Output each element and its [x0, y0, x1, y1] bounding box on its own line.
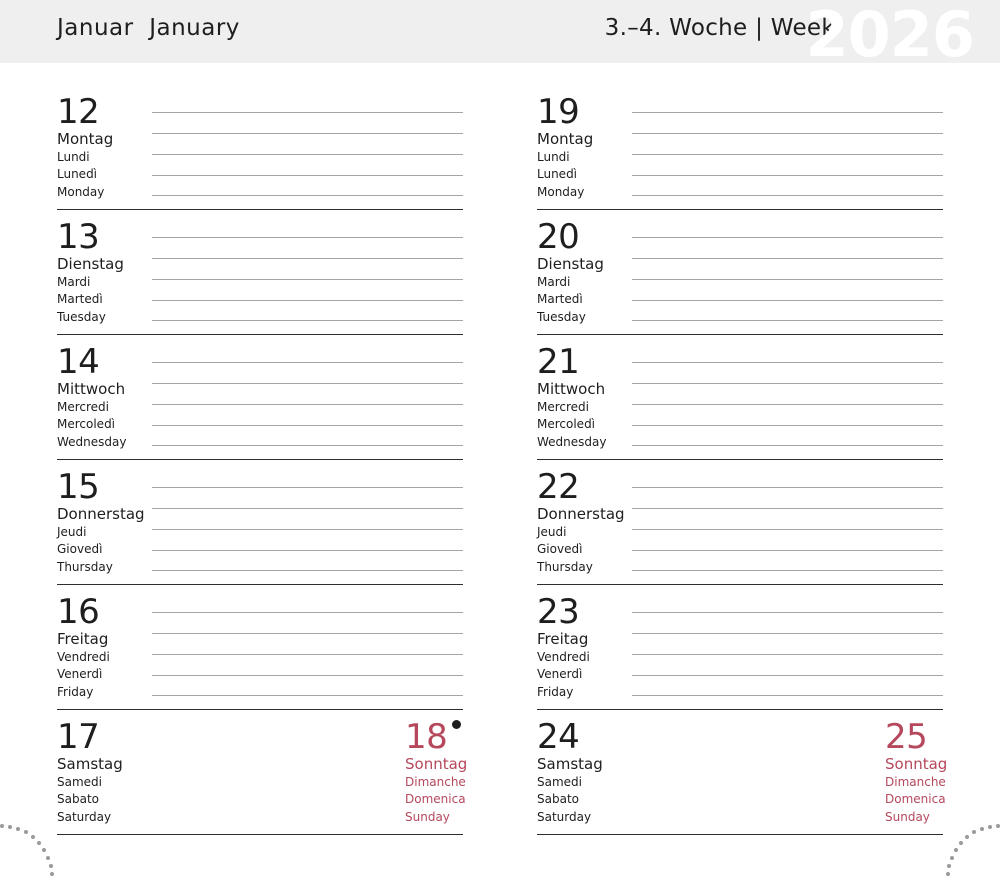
writing-line: [632, 195, 943, 196]
day-name-it: Sabato: [537, 792, 579, 806]
sunday-block[interactable]: [885, 710, 955, 835]
day-name-de: Donnerstag: [57, 505, 145, 523]
writing-line: [152, 529, 463, 530]
day-name-it: Giovedì: [57, 542, 103, 556]
day-number: 15: [57, 467, 100, 507]
day-name-en: Saturday: [537, 810, 592, 824]
day-name-it: Venerdì: [57, 667, 103, 681]
sunday-name-de: Sonntag: [405, 755, 468, 773]
writing-line: [632, 675, 943, 676]
writing-line: [632, 612, 943, 613]
writing-line: [152, 654, 463, 655]
left-page: [57, 85, 468, 835]
writing-line: [152, 175, 463, 176]
day-name-fr: Lundi: [537, 150, 570, 164]
day-number: 22: [537, 467, 580, 507]
day-number: 17: [57, 717, 100, 757]
day-name-fr: Vendredi: [57, 650, 110, 664]
writing-line: [632, 633, 943, 634]
day-entry[interactable]: [537, 585, 943, 710]
day-name-fr: Vendredi: [537, 650, 590, 664]
writing-line: [632, 508, 943, 509]
writing-line: [632, 154, 943, 155]
sunday-name-it: Domenica: [885, 792, 946, 806]
writing-line: [152, 695, 463, 696]
sunday-name-fr: Dimanche: [885, 775, 946, 789]
day-name-it: Mercoledì: [537, 417, 596, 431]
week-label: 3.–4. Woche | Week: [604, 15, 835, 41]
writing-line: [152, 112, 463, 113]
day-name-en: Saturday: [57, 810, 112, 824]
day-separator: [57, 834, 463, 835]
day-name-de: Dienstag: [537, 255, 604, 273]
weekend-entry[interactable]: [537, 710, 948, 835]
day-number: 16: [57, 592, 100, 632]
writing-line: [632, 695, 943, 696]
writing-line: [632, 362, 943, 363]
day-entry[interactable]: [57, 585, 463, 710]
writing-line: [152, 612, 463, 613]
writing-line: [632, 487, 943, 488]
day-number: 24: [537, 717, 580, 757]
writing-line: [152, 195, 463, 196]
writing-line: [632, 425, 943, 426]
day-entry[interactable]: [537, 85, 943, 210]
day-name-fr: Lundi: [57, 150, 90, 164]
day-name-it: Giovedì: [537, 542, 583, 556]
writing-line: [152, 550, 463, 551]
writing-line: [152, 487, 463, 488]
day-name-de: Dienstag: [57, 255, 124, 273]
day-number: 13: [57, 217, 100, 257]
day-name-de: Montag: [57, 130, 114, 148]
writing-line: [152, 258, 463, 259]
writing-line: [632, 320, 943, 321]
day-entry[interactable]: [537, 210, 943, 335]
day-number: 12: [57, 92, 100, 132]
writing-line: [632, 570, 943, 571]
sunday-name-de: Sonntag: [885, 755, 948, 773]
day-name-en: Monday: [57, 185, 105, 199]
writing-line: [152, 633, 463, 634]
writing-line: [152, 383, 463, 384]
writing-line: [632, 529, 943, 530]
writing-line: [632, 237, 943, 238]
day-number: 19: [537, 92, 580, 132]
day-name-it: Lunedì: [57, 167, 98, 181]
new-moon-icon: [452, 720, 461, 729]
day-name-de: Samstag: [57, 755, 123, 773]
day-name-it: Lunedì: [537, 167, 578, 181]
day-entry[interactable]: [537, 335, 943, 460]
day-name-de: Donnerstag: [537, 505, 625, 523]
day-name-fr: Mercredi: [537, 400, 590, 414]
day-name-it: Martedì: [537, 292, 583, 306]
day-name-fr: Samedi: [57, 775, 102, 789]
day-name-en: Tuesday: [537, 310, 586, 324]
writing-line: [152, 300, 463, 301]
writing-line: [632, 404, 943, 405]
day-number: 14: [57, 342, 100, 382]
sunday-number: 18: [405, 717, 448, 757]
sunday-name-en: Sunday: [405, 810, 450, 824]
writing-line: [632, 133, 943, 134]
sunday-number: 25: [885, 717, 928, 757]
writing-line: [632, 279, 943, 280]
day-name-it: Venerdì: [537, 667, 583, 681]
day-name-en: Thursday: [537, 560, 593, 574]
writing-line: [152, 508, 463, 509]
day-name-de: Freitag: [537, 630, 589, 648]
writing-line: [632, 112, 943, 113]
day-number: 23: [537, 592, 580, 632]
day-entry[interactable]: [57, 210, 463, 335]
day-name-fr: Jeudi: [57, 525, 87, 539]
day-name-it: Sabato: [57, 792, 99, 806]
day-entry[interactable]: [57, 85, 463, 210]
sunday-name-en: Sunday: [885, 810, 930, 824]
day-name-de: Montag: [537, 130, 594, 148]
day-name-en: Wednesday: [537, 435, 607, 449]
writing-line: [632, 445, 943, 446]
day-name-fr: Mercredi: [57, 400, 110, 414]
day-name-fr: Jeudi: [537, 525, 567, 539]
day-name-fr: Mardi: [537, 275, 571, 289]
right-page: [537, 85, 948, 835]
day-name-de: Mittwoch: [57, 380, 126, 398]
writing-line: [152, 675, 463, 676]
day-separator: [537, 834, 943, 835]
sunday-name-fr: Dimanche: [405, 775, 466, 789]
writing-line: [152, 133, 463, 134]
day-entry[interactable]: [57, 335, 463, 460]
weekend-entry[interactable]: [57, 710, 468, 835]
day-name-it: Mercoledì: [57, 417, 116, 431]
sunday-block[interactable]: [405, 710, 475, 835]
writing-line: [632, 383, 943, 384]
day-name-de: Samstag: [537, 755, 603, 773]
month-title: Januar January: [57, 15, 240, 41]
writing-line: [152, 425, 463, 426]
day-name-en: Tuesday: [57, 310, 106, 324]
day-name-en: Wednesday: [57, 435, 127, 449]
day-name-en: Friday: [537, 685, 574, 699]
writing-line: [152, 362, 463, 363]
day-name-de: Mittwoch: [537, 380, 606, 398]
year-label: 2026: [805, 0, 974, 71]
day-name-en: Thursday: [57, 560, 113, 574]
day-name-en: Monday: [537, 185, 585, 199]
writing-line: [632, 258, 943, 259]
sunday-name-it: Domenica: [405, 792, 466, 806]
day-name-en: Friday: [57, 685, 94, 699]
writing-line: [632, 550, 943, 551]
writing-line: [632, 175, 943, 176]
writing-line: [152, 320, 463, 321]
day-name-de: Freitag: [57, 630, 109, 648]
writing-line: [152, 445, 463, 446]
writing-line: [632, 300, 943, 301]
writing-line: [632, 654, 943, 655]
writing-line: [152, 279, 463, 280]
day-entry[interactable]: [57, 460, 463, 585]
writing-line: [152, 237, 463, 238]
day-number: 20: [537, 217, 580, 257]
day-number: 21: [537, 342, 580, 382]
day-name-it: Martedì: [57, 292, 103, 306]
writing-line: [152, 154, 463, 155]
day-entry[interactable]: [537, 460, 943, 585]
page-header: [0, 0, 1000, 71]
day-name-fr: Samedi: [537, 775, 582, 789]
writing-line: [152, 570, 463, 571]
day-name-fr: Mardi: [57, 275, 91, 289]
writing-line: [152, 404, 463, 405]
